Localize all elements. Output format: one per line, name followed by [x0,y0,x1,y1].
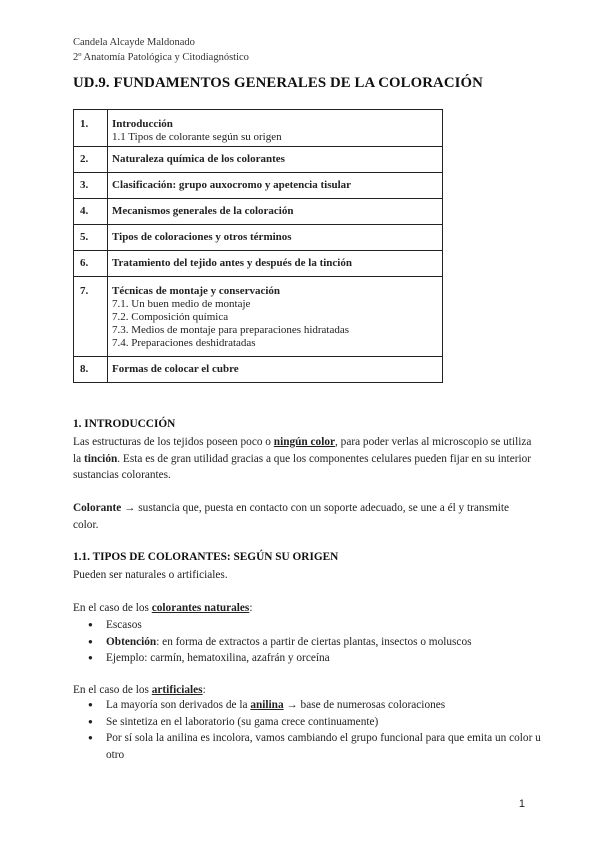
toc-row-number: 8. [74,357,108,383]
toc-row-title: Naturaleza química de los colorantes [108,147,443,173]
toc-row [74,199,443,225]
toc-row-number: 5. [74,225,108,251]
list-item: ● Escasos [73,617,553,634]
definition-paragraph: Colorante → sustancia que, puesta en contacto con un soporte adecuado, se une a él y transmite color. [73,502,510,531]
course-name: 2º Anatomía Patológica y Citodiagnóstico [73,52,249,63]
toc-subitem: 1.1 Tipos de colorante según su origen [112,131,282,143]
toc-row-title: Clasificación: grupo auxocromo y apetencia tisular [108,173,443,199]
natural-list [73,617,553,667]
toc-row [74,357,443,383]
definition-term: Colorante [73,502,122,514]
toc-row-number: 3. [74,173,108,199]
toc-row-number: 2. [74,147,108,173]
toc-row [74,225,443,251]
artificial-lead: En el caso de los artificiales: [73,684,206,696]
toc-row-title: Tipos de coloraciones y otros términos [108,225,443,251]
toc-row-title: Mecanismos generales de la coloración [108,199,443,225]
toc-row-number: 6. [74,251,108,277]
section-heading-types: 1.1. TIPOS DE COLORANTES: SEGÚN SU ORIGEN [73,551,339,563]
list-item: ● Se sintetiza en el laboratorio (su gama crece continuamente) [73,714,543,731]
list-item: ● Ejemplo: carmín, hematoxilina, azafrán y orceína [73,650,553,667]
intro-paragraph: Las estructuras de los tejidos poseen poco o ningún color, para poder verlas al microscopio se utiliza la tinción. Esta es de gran utilidad gracias a que los componentes celulares pueden fijar en su interior sustancias colorantes. [73,436,532,482]
toc-row-title: Introducción [112,118,173,130]
toc-row-title: Tratamiento del tejido antes y después de la tinción [108,251,443,277]
toc-row [74,251,443,277]
emphasis-artificiales: artificiales [151,684,203,696]
toc-row [74,277,443,357]
toc-row [74,147,443,173]
toc-subitem: 7.1. Un buen medio de montaje [112,298,251,310]
toc-subitem: 7.3. Medios de montaje para preparaciones hidratadas [112,324,350,336]
list-item: ● La mayoría son derivados de la anilina → base de numerosas coloraciones [73,697,543,714]
toc-subitem: 7.4. Preparaciones deshidratadas [112,337,256,349]
natural-lead: En el caso de los colorantes naturales: [73,602,253,614]
section-heading-intro: 1. INTRODUCCIÓN [73,418,176,430]
emphasis-colorantes-naturales: colorantes naturales [151,602,250,614]
toc-row-number: 1. [74,110,108,147]
toc-row-title: Técnicas de montaje y conservación [112,285,281,297]
toc-row-title: Formas de colocar el cubre [108,357,443,383]
author-name: Candela Alcayde Maldonado [73,37,195,48]
page-number: 1 [518,798,525,810]
emphasis-anilina: anilina [250,699,284,711]
toc-row [74,110,443,147]
toc-row [74,173,443,199]
toc-table [73,109,443,383]
emphasis-ningun-color: ningún color [273,436,336,448]
types-intro: Pueden ser naturales o artificiales. [73,569,228,581]
list-item: ● Obtención: en forma de extractos a partir de ciertas plantas, insectos o moluscos [73,634,553,651]
toc-row-number: 4. [74,199,108,225]
toc-row-number: 7. [74,277,108,357]
artificial-list [73,697,543,764]
emphasis-tincion: tinción [83,452,118,465]
list-item: ● Por sí sola la anilina es incolora, vamos cambiando el grupo funcional para que emita un color u otro [73,730,543,763]
page-title: UD.9. FUNDAMENTOS GENERALES DE LA COLORACIÓN [73,75,483,91]
toc-subitem: 7.2. Composición química [112,311,229,323]
